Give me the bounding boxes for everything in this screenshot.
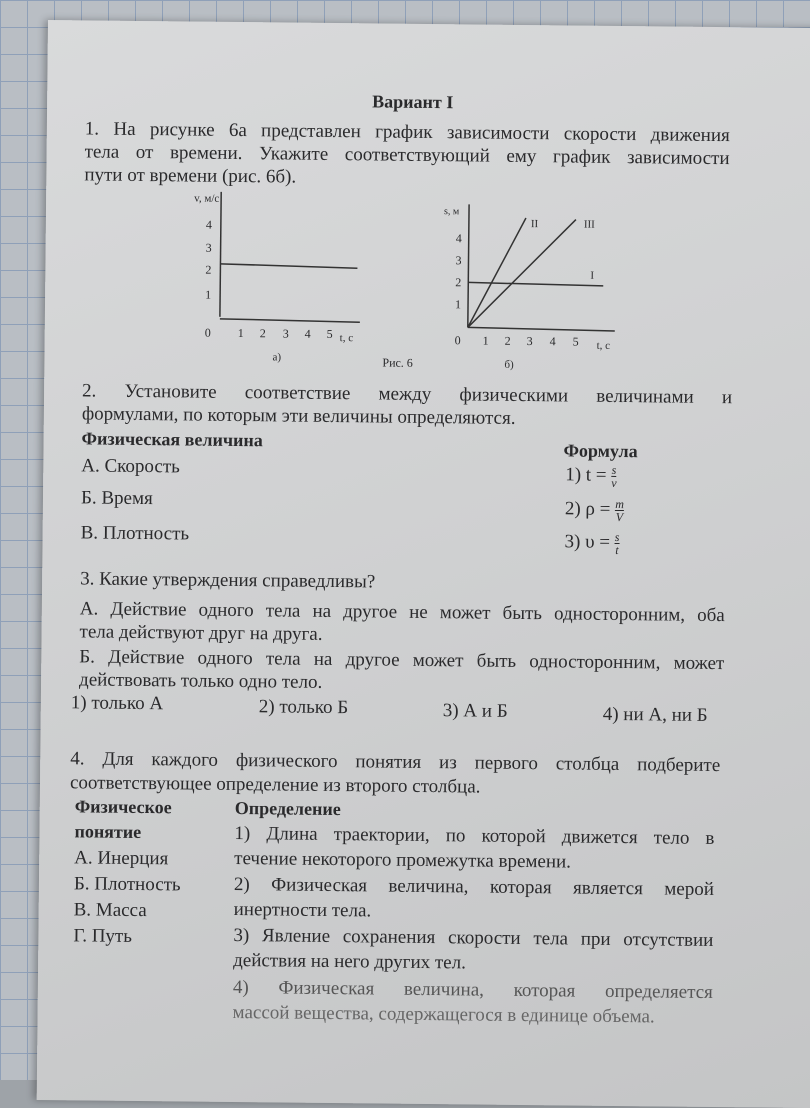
variant-title: Вариант I [372,91,454,113]
graph-label: а) [272,351,282,364]
q2-item: А. Скорость [81,455,180,478]
series-label: II [530,218,539,231]
q2-line: формулами, по которым эти величины определяются. [81,403,516,429]
x-tick: 4 [304,326,311,341]
series-label: III [583,218,595,231]
worksheet-paper [37,20,810,1108]
q4-definition: 2) Физическая величина, которая является мерой [233,873,715,901]
q3-line: А. Действие одного тела на другое не может быть односторонним, оба [79,598,725,627]
q4-col1-header: Физическое [74,796,172,818]
y-tick: 2 [205,262,212,277]
q4-line: соответствующее определение из второго столбца. [69,772,481,798]
graph-b [442,204,616,372]
series-label: I [590,269,595,282]
y-axis-label: s, м [443,206,460,218]
figure-caption: Рис. 6 [382,355,413,370]
formula-3: 3) υ = $\frac{s}{t}$ [564,529,620,558]
x-tick: 3 [526,334,533,349]
q2-line: 2. Установите соответствие между физическими величинами и [82,380,733,409]
graph-mark [220,192,221,317]
q4-definition: 3) Явление сохранения скорости тела при отсутствии [233,924,714,952]
x-tick: 1 [482,333,489,348]
q3-option: 1) только А [70,692,164,715]
q4-item: Б. Плотность [73,873,181,896]
q2-col1-header: Физическая величина [81,428,263,451]
q4-line: 4. Для каждого физического понятия из первого столбца подберите [70,748,721,777]
x-tick: 2 [504,333,511,348]
q3-option: 2) только Б [258,696,349,719]
q4-definition: массой вещества, содержащегося в единице объема. [232,1001,655,1028]
formula-1: 1) t = $\frac{s}{v}$ [565,462,617,490]
q4-definition: 4) Физическая величина, которая определяется [232,976,713,1004]
q3-option: 4) ни А, ни Б [602,703,708,726]
y-tick: 3 [455,253,462,268]
q2-item: Б. Время [80,487,153,510]
q3-line: тела действуют друг на друга. [79,621,323,645]
series-III [468,218,576,328]
graph-a [192,192,361,365]
q3-line: Б. Действие одного тела на другое может быть односторонним, может [79,646,725,675]
q4-item: Г. Путь [73,925,133,947]
q2-col2-header: Формула [563,440,638,462]
q4-definition: течение некоторого промежутка времени. [234,847,572,873]
q4-item: А. Инерция [74,847,169,870]
series-I [468,282,603,285]
y-tick: 1 [454,297,462,312]
q4-definition: инертности тела. [233,898,372,922]
series-II [468,217,526,328]
q4-definition: действия на него других тел. [233,949,467,974]
y-tick: 4 [205,217,212,232]
q3-option: 3) А и Б [442,700,508,722]
q4-item: В. Масса [73,899,147,922]
graph-mark [220,319,360,322]
x-tick: 4 [549,334,556,349]
x-tick: 3 [282,326,289,341]
figure-6 [164,181,646,376]
q3-title: 3. Какие утверждения справедливы? [80,568,376,593]
graph-mark [468,327,615,331]
x-axis-label: t, с [596,339,611,352]
q2-item: В. Плотность [80,522,190,545]
q1-line: тела от времени. Укажите соответствующий ему график зависимости [84,141,730,170]
y-axis-label: v, м/с [194,192,220,205]
x-tick: 5 [326,326,333,341]
y-tick: 2 [455,275,462,290]
x-tick: 1 [237,326,244,341]
x-axis-label: t, с [339,332,354,345]
q4-definition: 1) Длина траектории, по которой движется тело в [234,822,715,850]
series-v [220,264,357,268]
graph-label: б) [504,358,514,371]
graph-mark [468,204,469,327]
formula-2: 2) ρ = $\frac{m}{V}$ [564,496,624,525]
x-tick: 5 [572,334,579,349]
x-tick: 2 [259,326,266,341]
y-tick: 1 [205,287,212,302]
q1-line: 1. На рисунке 6а представлен график зависимости скорости движения [84,118,730,147]
q4-col2-header: Определение [234,797,341,820]
q4-col1-header: понятие [74,821,142,843]
y-tick: 4 [455,231,462,246]
y-tick: 3 [205,240,212,255]
x-tick: 0 [204,325,211,340]
q1-line: пути от времени (рис. 6б). [84,164,297,188]
q3-line: действовать только одно тело. [78,669,323,693]
x-tick: 0 [454,333,461,348]
